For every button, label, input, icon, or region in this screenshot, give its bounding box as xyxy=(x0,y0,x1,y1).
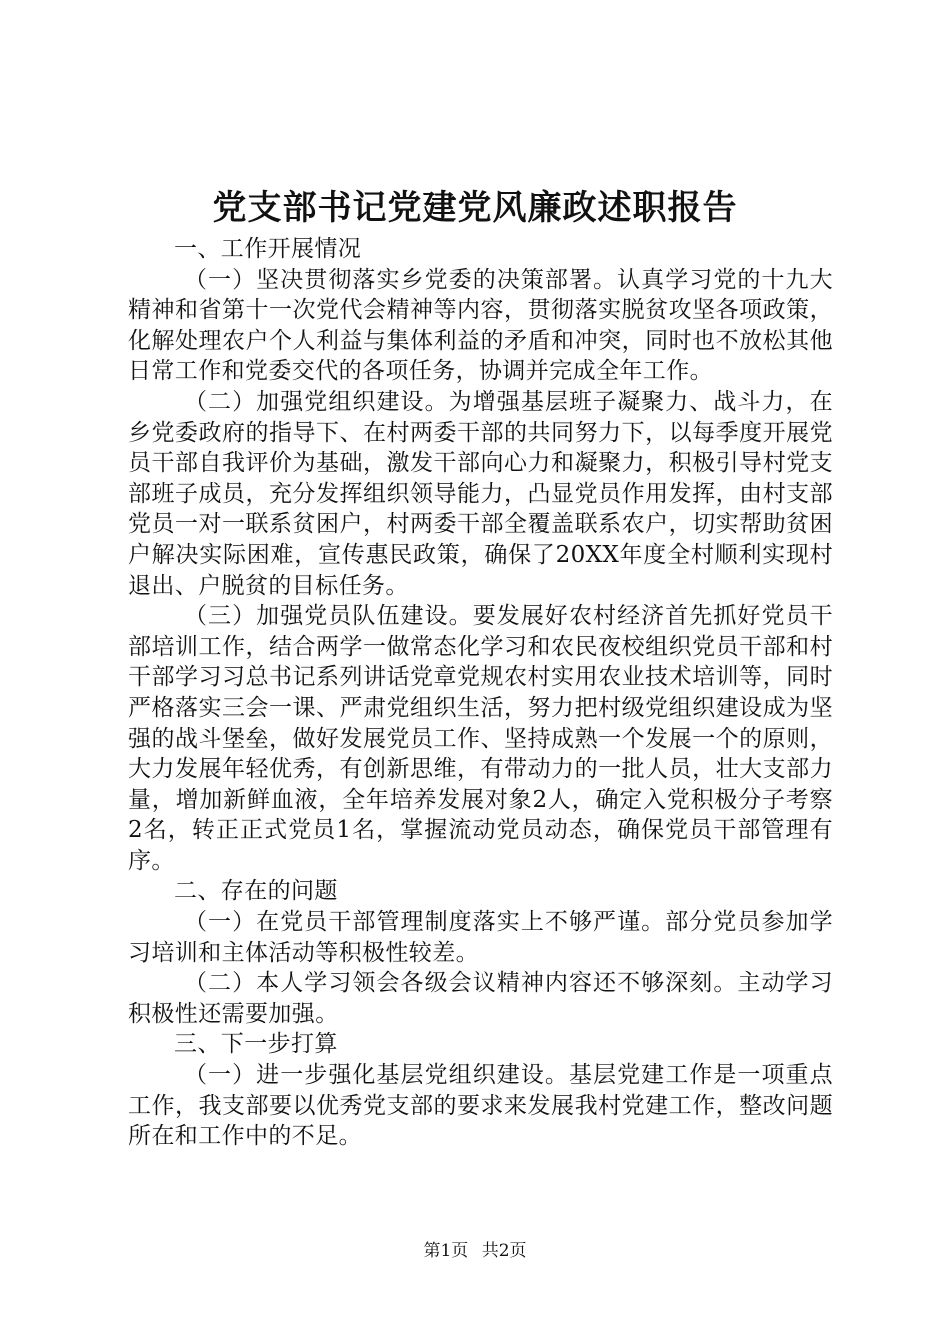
paragraph-problem-study: （二）本人学习领会各级会议精神内容还不够深刻。主动学习积极性还需要加强。 xyxy=(128,970,833,1027)
document-title: 党支部书记党建党风廉政述职报告 xyxy=(212,188,738,228)
paragraph-problem-management: （一）在党员干部管理制度落实上不够严谨。部分党员参加学习培训和主体活动等积极性较差。 xyxy=(128,909,833,966)
page-footer xyxy=(0,1240,950,1262)
paragraph-party-member-team: （三）加强党员队伍建设。要发展好农村经济首先抓好党员干部培训工作，结合两学一做常态化学习和农民夜校组织党员干部和村干部学习习总书记系列讲话党章党规农村实用农业技术培训等，同时严格落实三会一课、严肃党组织生活，努力把村级党组织建设成为坚强的战斗堡垒，做好发展党员工作、坚持成熟一个发展一个的原则，大力发展年轻优秀，有创新思维，有带动力的一批人员，壮大支部力量，增加新鲜血液，全年培养发展对象2人，确定入党积极分子考察2名，转正正式党员1名，掌握流动党员动态，确保党员干部管理有序。 xyxy=(128,603,833,874)
section-heading-work-status: 一、工作开展情况 xyxy=(174,236,362,262)
page-number-total: 共2页 xyxy=(481,1241,527,1261)
section-heading-next-steps: 三、下一步打算 xyxy=(174,1031,338,1058)
section-heading-problems: 二、存在的问题 xyxy=(174,878,338,905)
document-body xyxy=(128,234,833,1152)
paragraph-policy-implementation: （一）坚决贯彻落实乡党委的决策部署。认真学习党的十九大精神和省第十一次党代会精神等内容，贯彻落实脱贫攻坚各项政策，化解处理农户个人利益与集体利益的矛盾和冲突，同时也不放松其他日常工作和党委交代的各项任务，协调并完成全年工作。 xyxy=(128,266,833,385)
page-number-current: 第1页 xyxy=(423,1241,469,1261)
paragraph-party-organization: （二）加强党组织建设。为增强基层班子凝聚力、战斗力，在乡党委政府的指导下、在村两委干部的共同努力下，以每季度开展党员干部自我评价为基础，激发干部向心力和凝聚力，积极引导村党支部班子成员，充分发挥组织领导能力，凸显党员作用发挥，由村支部党员一对一联系贫困户，村两委干部全覆盖联系农户，切实帮助贫困户解决实际困难，宣传惠民政策，确保了20XX年度全村顺利实现村退出、户脱贫的目标任务。 xyxy=(128,388,833,599)
paragraph-next-step-strengthen: （一）进一步强化基层党组织建设。基层党建工作是一项重点工作，我支部要以优秀党支部的要求来发展我村党建工作，整改问题所在和工作中的不足。 xyxy=(128,1062,833,1150)
